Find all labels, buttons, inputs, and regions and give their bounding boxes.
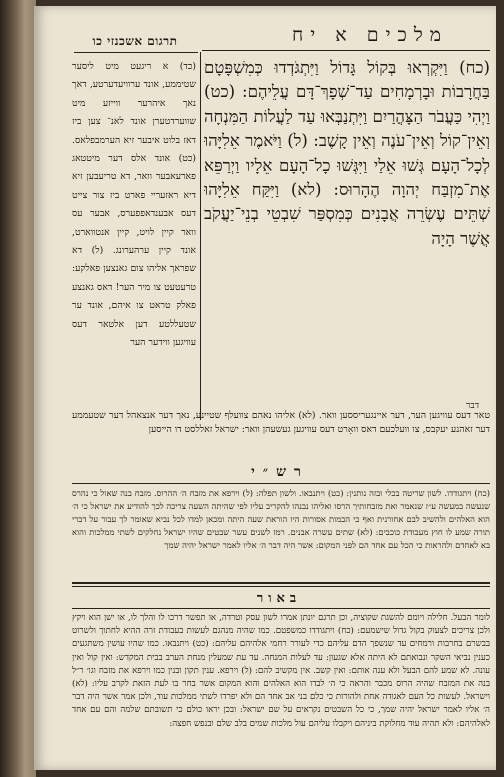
- rashi-top-rule: [72, 483, 490, 484]
- left-column-header: תרגום אשכנזי כו: [92, 34, 178, 48]
- biur-heading-rule: [72, 608, 490, 609]
- rashi-heading: רש״י: [251, 464, 309, 480]
- biur-commentary: לומר הבעל. חלילה ויומם להשגת שקוציה, וכן תרגם יונתן אמרו לשון עסק וטרדה, או תפשר דרכו לו והלך לו, או ישן הוא ויקץ ולכן צריכים לצעוק בקול גדול שישמעם: (כח) ויתגודדו כמשפטם. כמו שהיה מנהגם לעשות בעבודת זרה ההיא לחתוך ולשרוט בבשרם בחרבות ורמחים עד שנשפך הדם עליהם כדי לעורר רחמי אלהיהם עליהם: (כט) ויתנבאו. כמו שהיו עושין משתגעים כענין נביאי השקר ונבואתם לא היתה אלא שגעון: עד לעלות המנחה. עד עת שמעלין מנחת הערב בבית המקדש: ואין קול ואין עונה. לא שמע להם הבעל ולא ענה אותם: ואין קשב. אין מקשיב להם: (ל) וירפא. ענין תקון ובנין כמו וירפא את מזבח וגו׳ ר״ל בנה את המזבח שהיה הרוס מכבר והראה כי ה׳ לבדו הוא האלהים והוא המקום אשר בחר בו לעת הזאת לקרב עליו: (לא) וישראל. לעשות כל העם לאגודה אחת ולהורות כי כלם בני אב אחד הם ולא יפרדו לשתי ממלכות עוד, ולכן אמר אשר היה דבר ה׳ אליו לאמר ישראל יהיה שמך, כי כל השבטים נקראים על שם ישראל: ובכן יראו כולם כי תשובתם שלמה והם עם אחד לאלהיהם: ולא תהיה עוד מחלוקת ביניהם ויקבלו עליהם עול מלכות שמים בלב שלם ובנפש חפצה:: [72, 613, 490, 729]
- running-head: מלכים א יח: [292, 24, 448, 46]
- rashi-commentary: (כח) ויתגודדו. לשון שריטה בכלי ובזה נותנין: (כט) ויתנבאו. ולשון תפלה: (ל) וירפא את מזבח ה׳ ההרוס. מזבח בנה שאול כי נהרס שנעשה במעשה ע״ז שנאמר ואת מזבחותיך הרסו ואליהו נבנהו להקריב עליו לפי שהיתה השעה צריכה לכך להודיע את ישראל כי ה׳ הוא האלהים ולהשיב לבם אחורנית ואף כי הבמות אסורות היו הוראת שעה היתה ומכאן למדו לכל נביא שאומר לך עבור על דברי תורה שמע לו חוץ מעבודת כוכבים: (לא) שתים עשרה אבנים. רמז לשנים עשר שבטים שהיו ישראל נחלקים לשתי ממלכות והוא בא לאחדם ולהראות כי הכל עם אחד הם לפני המקום: אשר היה דבר ה׳ אליו לאמר ישראל יהיה שמך: [72, 488, 490, 550]
- book-page: [34, 6, 496, 770]
- left-header-rule: [74, 52, 198, 53]
- biur-heading: באור: [256, 591, 302, 606]
- biur-top-rule-thin: [72, 586, 490, 587]
- main-biblical-text: (כח) וַיִּקְרְאוּ בְּקוֹל גָּדוֹל וַיִּתְגֹּדְדוּ כְּמִשְׁפָּטָם בַּחֲרָבוֹת וּבָרְמָחִים עַד־שְׁפָךְ־דָּם עֲלֵיהֶם: (כט) וַיְהִי כַּעֲבֹר הַצָּהֳרַיִם וַיִּתְנַבְּאוּ עַד לַעֲלוֹת הַמִּנְחָה וְאֵין־קוֹל וְאֵין־עֹנֶה וְאֵין קָשֶׁב: (ל) וַיֹּאמֶר אֵלִיָּהוּ לְכָל־הָעָם גְּשׁוּ אֵלַי וַיִּגְּשׁוּ כָל־הָעָם אֵלָיו וַיְרַפֵּא אֶת־מִזְבַּח יְהוָה הֶהָרוּס: (לא) וַיִּקַּח אֵלִיָּהוּ שְׁתֵּים עֶשְׂרֵה אֲבָנִים כְּמִסְפַּר שִׁבְטֵי בְנֵי־יַעֲקֹב אֲשֶׁר הָיָה: [204, 58, 490, 248]
- right-header-rule: [202, 50, 490, 51]
- book-page-edge: [0, 0, 36, 777]
- translation-column: (כד) א ריגעט מיט ליסער שטיממע, אונד ערוויעדערטע, דאך נאך איהרער ווייזע מיט שווערדטערן אונד לאנ־ צען ביז דאז בלוט איבער זיא הערמבפלאס. (כט) אונד אלס דער מיטטאג פארעאבער וואר, דא טריעבען זיא דיא ראזעריי פארט ביז צור צייט דעס אבענדאפפערס, אבער עס וואר קיין לויט, קיין אנטווארט, אונד קיין ערהערונג. (ל) דא שפראך אליהו צום גאנצען פאלקע: טרעטעט צו מיר הער! דאס גאנצע פאלק טראט צו איהם, אונד ער שטעללטע דען אלטאר דעס עוויגען ווידער הער: [72, 61, 196, 349]
- catchword: דבר: [466, 401, 480, 411]
- column-divider: [200, 52, 201, 420]
- translation-continuation: טאר דעס עוויגען הער, דער איינגעריססען וואר. (לא) אליהו נאהם צוועלף שטיינע, נאך דער אנצאהל דער שטעממע דער זאהנע יעקבס, צו וועלכעם דאס וואָרט דעס עוויגען געשעהן וואר: ישראל זאללסט דו הייסען: [72, 410, 490, 436]
- biur-top-rule-thick: [72, 582, 490, 584]
